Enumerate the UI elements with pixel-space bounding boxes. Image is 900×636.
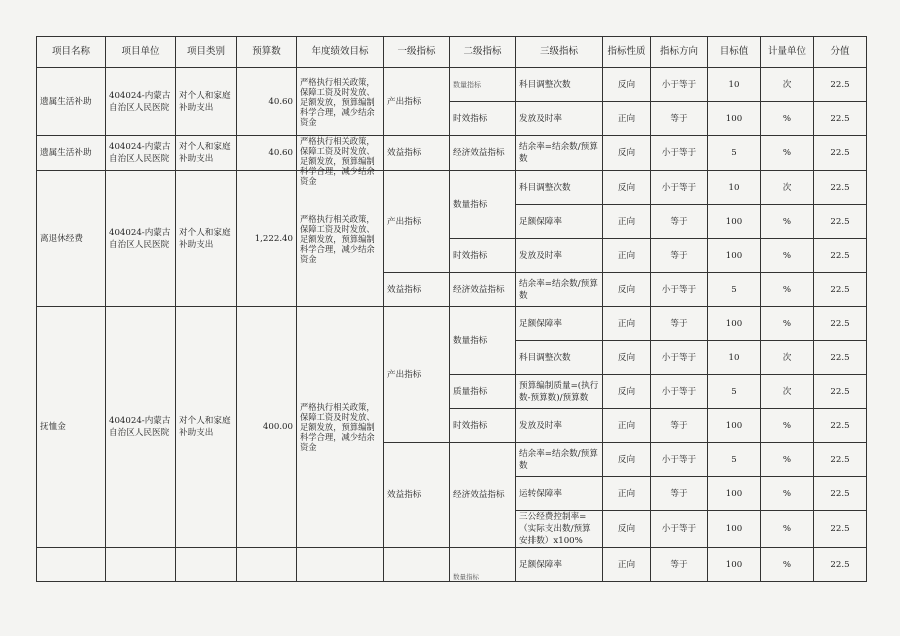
table-row — [37, 136, 867, 171]
level3-indicator: 足额保障率 — [516, 307, 603, 341]
indicator-target: 5 — [708, 443, 761, 477]
project-budget: 400.00 — [237, 307, 297, 548]
indicator-nature: 反向 — [603, 443, 651, 477]
project-category: 对个人和家庭补助支出 — [176, 307, 237, 548]
performance-table — [36, 36, 867, 582]
level3-indicator: 三公经费控制率=（实际支出数/预算安排数）x100% — [516, 511, 603, 548]
indicator-nature: 反向 — [603, 511, 651, 548]
indicator-direction: 等于 — [651, 477, 708, 511]
header-cell: 指标性质 — [603, 37, 651, 68]
indicator-nature: 反向 — [603, 136, 651, 171]
project-category: 对个人和家庭补助支出 — [176, 171, 237, 307]
indicator-unit: 次 — [761, 171, 814, 205]
indicator-score: 22.5 — [814, 273, 867, 307]
indicator-score: 22.5 — [814, 511, 867, 548]
level3-indicator: 科目调整次数 — [516, 68, 603, 102]
indicator-target: 10 — [708, 341, 761, 375]
header-cell: 项目类别 — [176, 37, 237, 68]
level1-indicator: 效益指标 — [384, 273, 450, 307]
empty-cell — [237, 548, 297, 582]
project-goal: 严格执行相关政策，保障工资及时发放、足额发放，预算编制科学合理，减少结余资金 — [297, 68, 384, 136]
level2-indicator: 经济效益指标 — [450, 273, 516, 307]
indicator-score: 22.5 — [814, 171, 867, 205]
indicator-target: 100 — [708, 307, 761, 341]
indicator-nature: 反向 — [603, 171, 651, 205]
indicator-unit: % — [761, 511, 814, 548]
level3-indicator: 运转保障率 — [516, 477, 603, 511]
header-cell: 分值 — [814, 37, 867, 68]
indicator-score: 22.5 — [814, 548, 867, 582]
indicator-nature: 正向 — [603, 477, 651, 511]
header-cell: 计量单位 — [761, 37, 814, 68]
header-cell: 项目名称 — [37, 37, 106, 68]
indicator-direction: 小于等于 — [651, 273, 708, 307]
level3-indicator: 科目调整次数 — [516, 171, 603, 205]
header-row — [37, 37, 867, 68]
indicator-direction: 小于等于 — [651, 341, 708, 375]
indicator-target: 100 — [708, 511, 761, 548]
indicator-unit: 次 — [761, 68, 814, 102]
indicator-target: 100 — [708, 205, 761, 239]
level2-indicator: 数量指标 — [450, 68, 516, 102]
indicator-direction: 小于等于 — [651, 136, 708, 171]
project-name: 离退休经费 — [37, 171, 106, 307]
level1-indicator: 产出指标 — [384, 171, 450, 273]
indicator-unit: % — [761, 443, 814, 477]
indicator-target: 100 — [708, 409, 761, 443]
header-cell: 年度绩效目标 — [297, 37, 384, 68]
indicator-target: 100 — [708, 102, 761, 136]
indicator-score: 22.5 — [814, 341, 867, 375]
indicator-score: 22.5 — [814, 205, 867, 239]
header-cell: 一级指标 — [384, 37, 450, 68]
level2-indicator: 质量指标 — [450, 375, 516, 409]
level3-indicator: 发放及时率 — [516, 409, 603, 443]
project-category: 对个人和家庭补助支出 — [176, 68, 237, 136]
header-cell: 目标值 — [708, 37, 761, 68]
header-cell: 指标方向 — [651, 37, 708, 68]
indicator-score: 22.5 — [814, 477, 867, 511]
project-unit: 404024-内蒙古自治区人民医院 — [106, 136, 176, 171]
level2-indicator: 时效指标 — [450, 239, 516, 273]
empty-cell — [297, 548, 384, 582]
indicator-nature: 正向 — [603, 102, 651, 136]
indicator-nature: 正向 — [603, 205, 651, 239]
level3-indicator: 足额保障率 — [516, 548, 603, 582]
project-goal: 严格执行相关政策，保障工资及时发放、足额发放，预算编制科学合理，减少结余资金 — [297, 136, 384, 171]
level2-indicator: 数量指标 — [450, 307, 516, 375]
level1-indicator: 效益指标 — [384, 136, 450, 171]
header-cell: 预算数 — [237, 37, 297, 68]
indicator-unit: % — [761, 548, 814, 582]
level2-indicator: 数量指标 — [450, 171, 516, 239]
header-cell: 三级指标 — [516, 37, 603, 68]
indicator-direction: 等于 — [651, 102, 708, 136]
level3-indicator: 足额保障率 — [516, 205, 603, 239]
indicator-direction: 小于等于 — [651, 171, 708, 205]
level2-indicator: 时效指标 — [450, 102, 516, 136]
indicator-score: 22.5 — [814, 307, 867, 341]
table-row — [37, 68, 867, 102]
indicator-direction: 等于 — [651, 205, 708, 239]
indicator-nature: 正向 — [603, 307, 651, 341]
indicator-unit: % — [761, 307, 814, 341]
indicator-unit: % — [761, 102, 814, 136]
indicator-target: 5 — [708, 136, 761, 171]
indicator-unit: % — [761, 477, 814, 511]
indicator-score: 22.5 — [814, 375, 867, 409]
header-cell: 项目单位 — [106, 37, 176, 68]
indicator-direction: 等于 — [651, 239, 708, 273]
indicator-nature: 反向 — [603, 273, 651, 307]
project-unit: 404024-内蒙古自治区人民医院 — [106, 307, 176, 548]
table-row — [37, 548, 867, 582]
empty-cell — [37, 548, 106, 582]
table-row — [37, 171, 867, 205]
indicator-direction: 等于 — [651, 548, 708, 582]
indicator-nature: 反向 — [603, 341, 651, 375]
level3-indicator: 预算编制质量=(执行数-预算数)/预算数 — [516, 375, 603, 409]
indicator-direction: 等于 — [651, 409, 708, 443]
project-goal: 严格执行相关政策，保障工资及时发放、足额发放，预算编制科学合理，减少结余资金 — [297, 307, 384, 548]
project-name: 遗属生活补助 — [37, 136, 106, 171]
level3-indicator: 科目调整次数 — [516, 341, 603, 375]
indicator-target: 100 — [708, 239, 761, 273]
indicator-unit: % — [761, 273, 814, 307]
indicator-nature: 反向 — [603, 68, 651, 102]
level1-indicator: 产出指标 — [384, 307, 450, 443]
indicator-score: 22.5 — [814, 136, 867, 171]
indicator-direction: 小于等于 — [651, 511, 708, 548]
project-category: 对个人和家庭补助支出 — [176, 136, 237, 171]
indicator-unit: 次 — [761, 341, 814, 375]
empty-cell — [384, 548, 450, 582]
level2-indicator: 时效指标 — [450, 409, 516, 443]
level2-indicator: 经济效益指标 — [450, 136, 516, 171]
indicator-direction: 小于等于 — [651, 68, 708, 102]
level3-indicator: 结余率=结余数/预算数 — [516, 443, 603, 477]
level1-indicator: 效益指标 — [384, 443, 450, 548]
indicator-nature: 反向 — [603, 375, 651, 409]
indicator-score: 22.5 — [814, 68, 867, 102]
indicator-unit: % — [761, 136, 814, 171]
project-unit: 404024-内蒙古自治区人民医院 — [106, 171, 176, 307]
indicator-unit: 次 — [761, 375, 814, 409]
level2-indicator-clipped: 数量指标 — [450, 548, 516, 582]
indicator-score: 22.5 — [814, 102, 867, 136]
indicator-target: 5 — [708, 273, 761, 307]
level3-indicator: 结余率=结余数/预算数 — [516, 273, 603, 307]
indicator-direction: 小于等于 — [651, 375, 708, 409]
header-cell: 二级指标 — [450, 37, 516, 68]
level3-indicator: 结余率=结余数/预算数 — [516, 136, 603, 171]
indicator-target: 10 — [708, 171, 761, 205]
level3-indicator: 发放及时率 — [516, 102, 603, 136]
indicator-direction: 小于等于 — [651, 443, 708, 477]
indicator-nature: 正向 — [603, 409, 651, 443]
indicator-target: 10 — [708, 68, 761, 102]
level1-indicator: 产出指标 — [384, 68, 450, 136]
level3-indicator: 发放及时率 — [516, 239, 603, 273]
project-budget: 40.60 — [237, 68, 297, 136]
project-budget: 40.60 — [237, 136, 297, 171]
indicator-nature: 正向 — [603, 548, 651, 582]
indicator-score: 22.5 — [814, 239, 867, 273]
indicator-target: 100 — [708, 548, 761, 582]
indicator-nature: 正向 — [603, 239, 651, 273]
empty-cell — [176, 548, 237, 582]
indicator-unit: % — [761, 239, 814, 273]
indicator-score: 22.5 — [814, 443, 867, 477]
project-budget: 1,222.40 — [237, 171, 297, 307]
empty-cell — [106, 548, 176, 582]
indicator-target: 100 — [708, 477, 761, 511]
project-goal: 严格执行相关政策，保障工资及时发放、足额发放，预算编制科学合理，减少结余资金 — [297, 171, 384, 307]
project-name: 遗属生活补助 — [37, 68, 106, 136]
indicator-target: 5 — [708, 375, 761, 409]
indicator-direction: 等于 — [651, 307, 708, 341]
indicator-score: 22.5 — [814, 409, 867, 443]
table-row — [37, 307, 867, 341]
project-unit: 404024-内蒙古自治区人民医院 — [106, 68, 176, 136]
project-name: 抚恤金 — [37, 307, 106, 548]
level2-indicator: 经济效益指标 — [450, 443, 516, 548]
indicator-unit: % — [761, 409, 814, 443]
indicator-unit: % — [761, 205, 814, 239]
